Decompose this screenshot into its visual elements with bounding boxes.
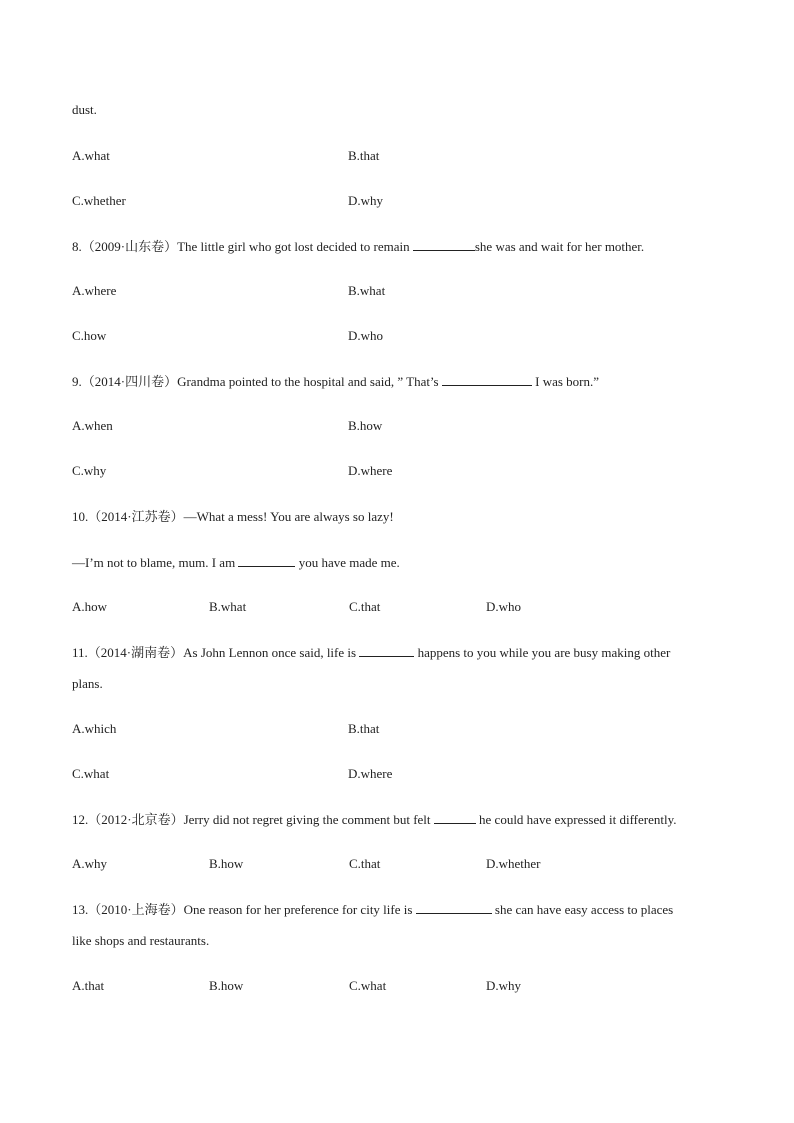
question-number: 12. [72, 812, 89, 827]
question-number: 8. [72, 239, 82, 254]
question-stem-after: you have made me. [295, 555, 400, 570]
question-stem-after: he could have expressed it differently. [475, 812, 677, 827]
q13-option-d: D.why [486, 978, 522, 993]
question-stem-after: she can have easy access to places [491, 902, 674, 917]
q8-option-d: D.who [348, 328, 384, 343]
q7-option-b: B.that [348, 148, 380, 163]
question-13 [72, 901, 673, 918]
question-10-reply [72, 554, 400, 571]
question-source: （2014·四川卷） [81, 374, 178, 389]
question-9 [72, 373, 599, 390]
question-stem-after: she was and wait for her mother. [474, 239, 645, 254]
q9-option-a: A.when [72, 418, 113, 433]
question-10 [72, 509, 394, 525]
q11-option-c: C.what [72, 766, 110, 781]
q7-option-d: D.why [348, 193, 384, 208]
answer-blank [416, 901, 492, 914]
q8-option-a: A.where [72, 283, 117, 298]
q10-option-c: C.that [349, 599, 381, 614]
q7-option-c: C.whether [72, 193, 126, 208]
q8-option-b: B.what [348, 283, 386, 298]
q9-option-d: D.where [348, 463, 393, 478]
question-number: 9. [72, 374, 82, 389]
question-11 [72, 644, 670, 661]
q9-option-b: B.how [348, 418, 383, 433]
question-source: （2010·上海卷） [88, 902, 184, 917]
answer-blank [434, 811, 476, 824]
question-8 [72, 238, 644, 255]
answer-blank [238, 554, 295, 567]
question-stem-after: I was born. [531, 374, 594, 389]
q10-option-b: B.what [209, 599, 247, 614]
question-11-continuation: plans. [72, 676, 103, 691]
answer-blank [359, 644, 414, 657]
open-quote: ” [397, 374, 404, 389]
continuation-text: dust. [72, 102, 97, 117]
q7-option-a: A.what [72, 148, 110, 163]
question-stem-line-1: —What a mess! You are always so lazy! [183, 509, 394, 524]
question-source: （2014·湖南卷） [87, 645, 184, 660]
question-stem-before: The little girl who got lost decided to remain [177, 239, 413, 254]
question-number: 10. [72, 509, 89, 524]
question-stem-before: One reason for her preference for city life is [183, 902, 416, 917]
q8-option-c: C.how [72, 328, 107, 343]
question-number: 13. [72, 902, 89, 917]
q13-option-c: C.what [349, 978, 387, 993]
question-stem-before: Jerry did not regret giving the comment but felt [183, 812, 434, 827]
q13-option-a: A.that [72, 978, 105, 993]
answer-blank [442, 373, 532, 386]
q10-option-a: A.how [72, 599, 108, 614]
question-number: 11. [72, 645, 88, 660]
q12-option-c: C.that [349, 856, 381, 871]
answer-blank [413, 238, 475, 251]
close-quote: ” [593, 374, 600, 389]
question-source: （2009·山东卷） [81, 239, 178, 254]
q9-option-c: C.why [72, 463, 107, 478]
question-stem-before: As John Lennon once said, life is [183, 645, 360, 660]
q12-option-d: D.whether [486, 856, 541, 871]
question-13-continuation: like shops and restaurants. [72, 933, 210, 948]
question-source: （2014·江苏卷） [88, 509, 184, 524]
q11-option-a: A.which [72, 721, 117, 736]
q10-option-d: D.who [486, 599, 522, 614]
question-12 [72, 811, 677, 828]
q11-option-d: D.where [348, 766, 393, 781]
q11-option-b: B.that [348, 721, 380, 736]
question-stem-after: happens to you while you are busy making other [414, 645, 671, 660]
question-stem-before: —I’m not to blame, mum. I am [72, 555, 239, 570]
q12-option-a: A.why [72, 856, 108, 871]
question-stem-before: Grandma pointed to the hospital and said, [177, 374, 398, 389]
q12-option-b: B.how [209, 856, 244, 871]
question-source: （2012·北京卷） [88, 812, 184, 827]
q13-option-b: B.how [209, 978, 244, 993]
question-stem-before-2: That’s [403, 374, 442, 389]
